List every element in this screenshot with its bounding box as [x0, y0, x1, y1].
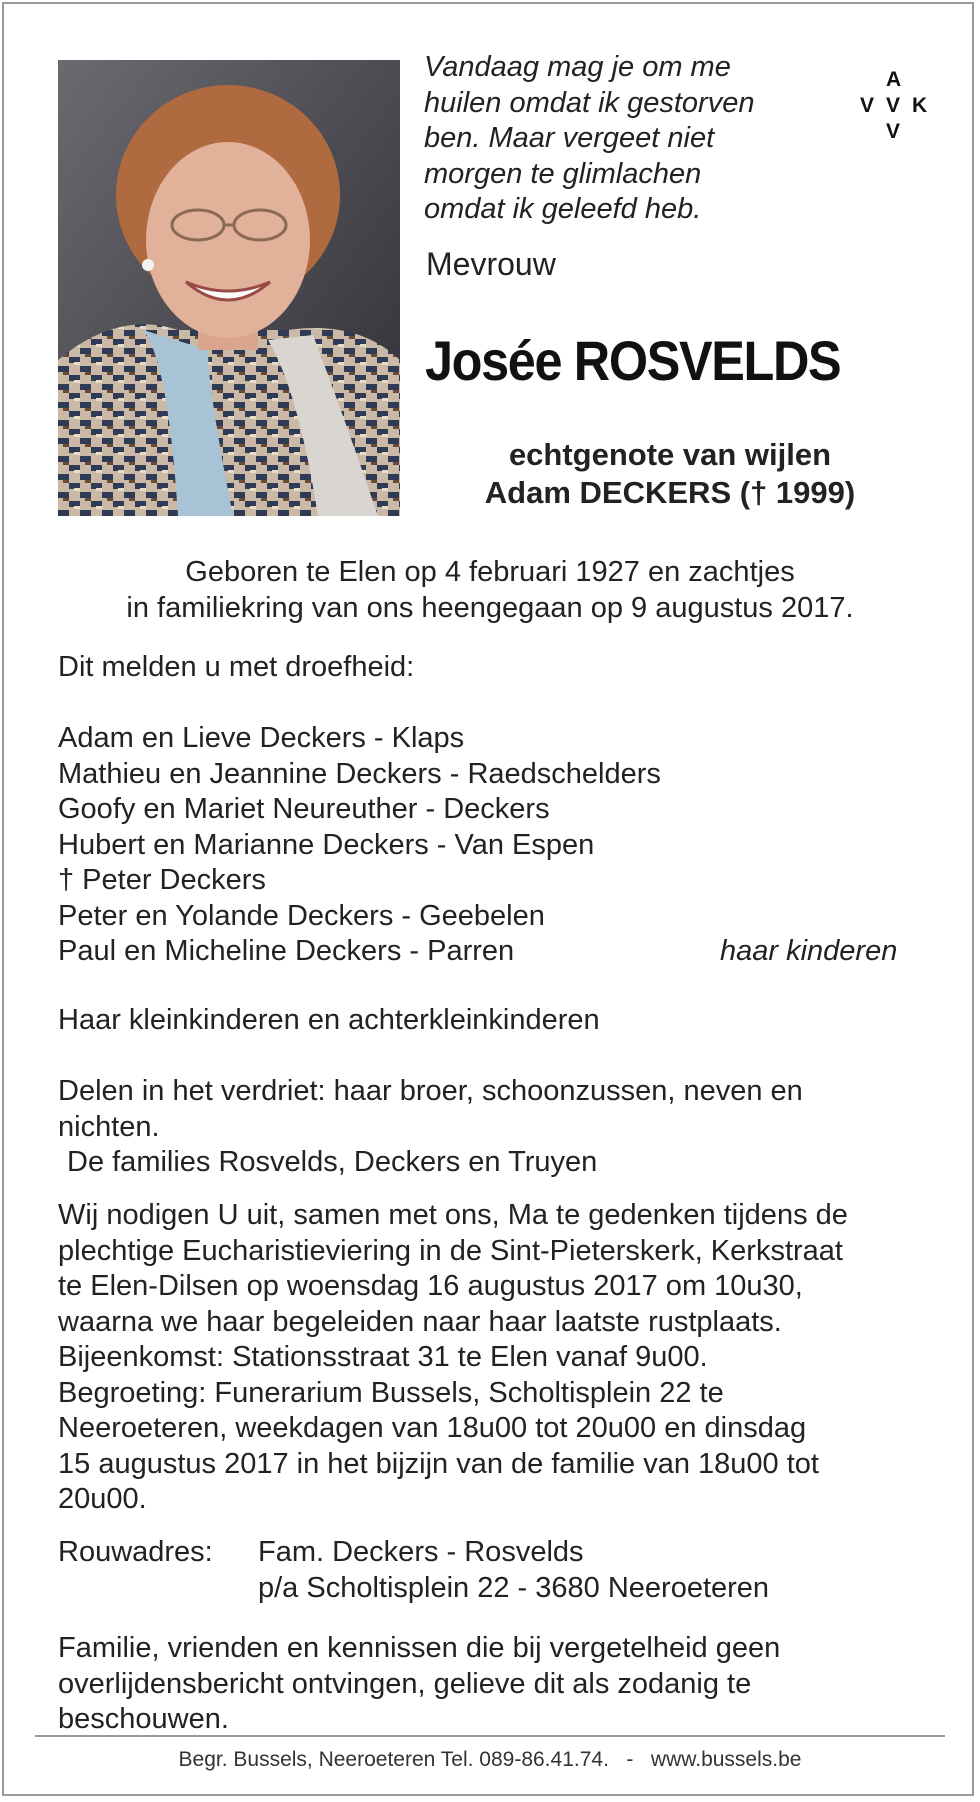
announcement: Dit melden u met droefheid: — [58, 651, 415, 683]
logo-letter: V — [860, 94, 875, 117]
avvk-logo — [856, 68, 936, 148]
service-line: 15 augustus 2017 in het bijzijn van de familie van 18u00 tot — [58, 1447, 819, 1480]
spouse-line: Adam DECKERS († 1999) — [484, 475, 856, 510]
poem-line: ben. Maar vergeet niet — [424, 122, 715, 154]
portrait-photo — [58, 60, 400, 516]
shared-line: nichten. — [58, 1110, 160, 1143]
closing-line: overlijdensbericht ontvingen, gelieve dit als zodanig te — [58, 1667, 752, 1700]
list-item: † Peter Deckers — [58, 864, 266, 896]
service-line: Wij nodigen U uit, samen met ons, Ma te gedenken tijdens de — [58, 1199, 848, 1231]
grandchildren: Haar kleinkinderen en achterkleinkinderen — [58, 1004, 600, 1036]
poem-line: morgen te glimlachen — [424, 157, 702, 190]
shared-line: Delen in het verdriet: haar broer, schoonzussen, neven en — [58, 1075, 803, 1107]
logo-letter: V — [886, 120, 901, 143]
closing-note — [58, 1631, 780, 1738]
list-item: Adam en Lieve Deckers - Klaps — [58, 722, 465, 754]
poem-line: huilen omdat ik gestorven — [424, 86, 755, 119]
born-line: in familiekring van ons heengegaan op 9 augustus 2017. — [126, 592, 854, 624]
honorific: Mevrouw — [426, 246, 556, 282]
address-line: Fam. Deckers - Rosvelds — [258, 1536, 584, 1568]
service-line: Neeroeteren, weekdagen van 18u00 tot 20u00 en dinsdag — [58, 1412, 807, 1444]
children-list — [58, 721, 898, 970]
service-line: plechtige Eucharistieviering in de Sint-Pieterskerk, Kerkstraat — [58, 1234, 843, 1267]
shared-grief — [58, 1074, 803, 1181]
list-item: Paul en Micheline Deckers - Parren haar kinderen — [58, 934, 661, 970]
birth-death-info — [40, 554, 940, 626]
closing-line: beschouwen. — [58, 1703, 229, 1735]
poem-line: Vandaag mag je om me — [424, 51, 731, 83]
portrait-image — [58, 60, 400, 516]
born-line: Geboren te Elen op 4 februari 1927 en zachtjes — [185, 556, 795, 588]
poem-line: omdat ik geleefd heb. — [424, 193, 702, 225]
service-line: Bijeenkomst: Stationsstraat 31 te Elen vanaf 9u00. — [58, 1341, 708, 1373]
address-label: Rouwadres: — [58, 1536, 213, 1568]
poem — [424, 50, 814, 228]
logo-letter: K — [912, 94, 928, 117]
list-item: Mathieu en Jeannine Deckers - Raedschelders — [58, 757, 661, 790]
closing-line: Familie, vrienden en kennissen die bij vergetelheid geen — [58, 1632, 781, 1664]
list-item: Hubert en Marianne Deckers - Van Espen — [58, 828, 595, 861]
service-line: te Elen-Dilsen op woensdag 16 augustus 2017 om 10u30, — [58, 1270, 803, 1302]
service-line: waarna we haar begeleiden naar haar laatste rustplaats. — [58, 1305, 782, 1338]
shared-line: De families Rosvelds, Deckers en Truyen — [67, 1146, 598, 1178]
spouse-info — [420, 436, 920, 512]
mourning-address — [58, 1535, 770, 1606]
children-label: haar kinderen — [720, 935, 898, 967]
spouse-line: echtgenote van wijlen — [508, 437, 832, 472]
footer-divider — [35, 1735, 945, 1737]
address-line: p/a Scholtisplein 22 - 3680 Neeroeteren — [258, 1571, 770, 1604]
service-line: Begroeting: Funerarium Bussels, Scholtisplein 22 te — [58, 1376, 724, 1409]
service-line: 20u00. — [58, 1483, 147, 1515]
logo-letter: A — [886, 68, 902, 91]
logo-letter: V — [886, 94, 901, 117]
list-item: Goofy en Mariet Neureuther - Deckers — [58, 793, 550, 825]
deceased-name: Josée ROSVELDS — [425, 329, 841, 392]
footer-credit: Begr. Bussels, Neeroeteren Tel. 089-86.41.74. - www.bussels.be — [178, 1748, 802, 1771]
service-info — [58, 1198, 848, 1518]
list-item: Peter en Yolande Deckers - Geebelen — [58, 899, 545, 932]
